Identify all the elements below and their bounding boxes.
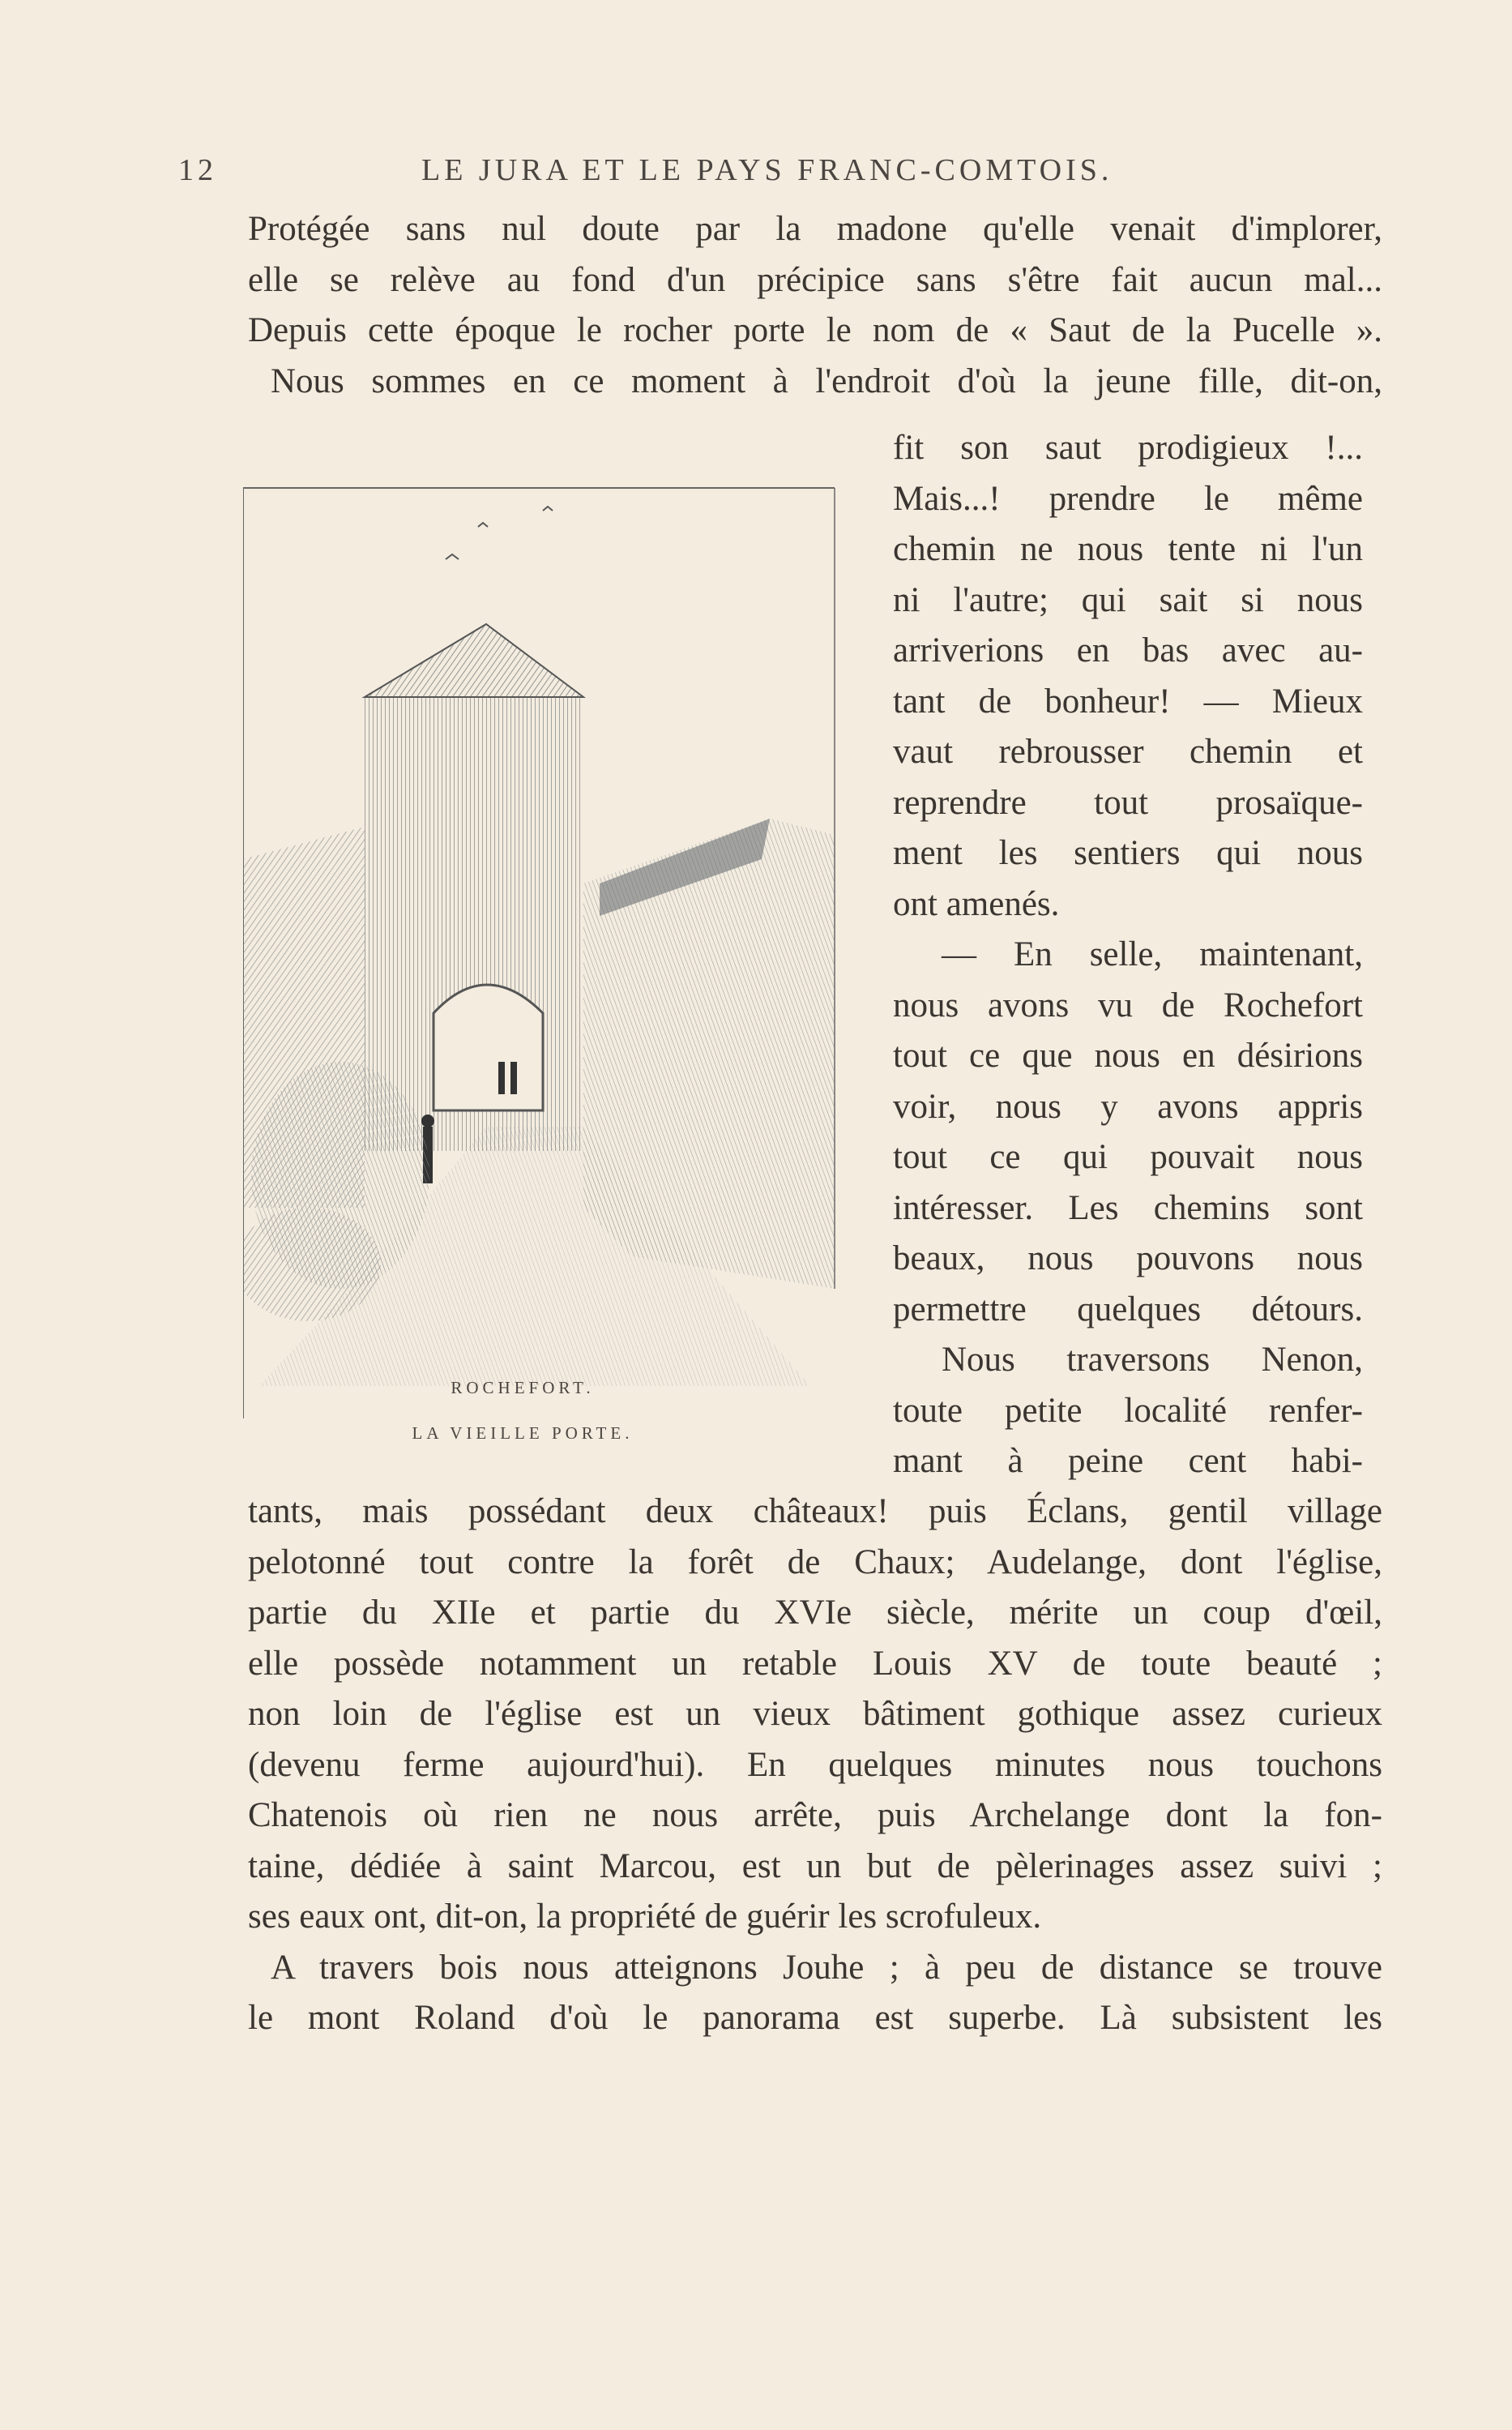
page-header [178, 152, 1264, 201]
running-title: LE JURA ET LE PAYS FRANC-COMTOIS. [421, 153, 1113, 187]
text-line: reprendre tout prosaïque- [893, 783, 1363, 822]
text-line: ses eaux ont, dit-on, la propriété de guérir les scrofuleux. [248, 1897, 1042, 1936]
engraving-old-gate-tower-icon [243, 478, 843, 1418]
text-line: Chatenois où rien ne nous arrête, puis Archelange dont la fon- [248, 1796, 1382, 1834]
text-line: tant de bonheur! — Mieux [893, 682, 1363, 721]
text-line: (devenu ferme aujourd'hui). En quelques minutes nous touchons [248, 1745, 1382, 1784]
text-line: — En selle, maintenant, [942, 935, 1363, 973]
text-line: intéresser. Les chemins sont [893, 1188, 1363, 1227]
text-line: ont amenés. [893, 884, 1060, 923]
illustration-caption-place: ROCHEFORT. [451, 1378, 595, 1397]
text-line: tout ce qui pouvait nous [893, 1138, 1363, 1176]
text-line: elle se relève au fond d'un précipice sans s'être fait aucun mal... [248, 260, 1382, 299]
text-line: elle possède notamment un retable Louis XV de toute beauté ; [248, 1644, 1382, 1683]
text-line: non loin de l'église est un vieux bâtiment gothique assez curieux [248, 1695, 1382, 1733]
paragraph-beside-illustration [893, 423, 1363, 1487]
text-line: beaux, nous pouvons nous [893, 1239, 1363, 1277]
paragraph-bottom [248, 1487, 1382, 2044]
text-line: vaut rebrousser chemin et [893, 733, 1363, 771]
text-line: tout ce que nous en désirions [893, 1037, 1363, 1075]
engraving-illustration [243, 478, 843, 1418]
text-line: mant à peine cent habi- [893, 1442, 1363, 1480]
text-line: Mais...! prendre le même [893, 479, 1363, 518]
text-line: toute petite localité renfer- [893, 1391, 1363, 1430]
text-line: Nous traversons Nenon, [942, 1341, 1363, 1379]
text-line: Nous sommes en ce moment à l'endroit d'où la jeune fille, dit-on, [271, 362, 1382, 400]
text-line: Protégée sans nul doute par la madone qu'elle venait d'implorer, [248, 210, 1382, 248]
page-number: 12 [178, 153, 217, 187]
text-line: le mont Roland d'où le panorama est superbe. Là subsistent les [248, 1999, 1382, 2037]
text-line: fit son saut prodigieux !... [893, 429, 1363, 467]
text-line: voir, nous y avons appris [893, 1087, 1363, 1126]
text-line: taine, dédiée à saint Marcou, est un but de pèlerinages assez suivi ; [248, 1846, 1382, 1885]
text-line: pelotonné tout contre la forêt de Chaux; Audelange, dont l'église, [248, 1542, 1382, 1581]
text-line: nous avons vu de Rochefort [893, 986, 1363, 1025]
paragraph-top [248, 204, 1382, 407]
text-line: arriverions en bas avec au- [893, 631, 1363, 670]
text-line: Depuis cette époque le rocher porte le nom de « Saut de la Pucelle ». [248, 311, 1382, 349]
text-line: tants, mais possédant deux châteaux! puis Éclans, gentil village [248, 1492, 1382, 1530]
text-line: ment les sentiers qui nous [893, 834, 1363, 872]
text-line: partie du XIIe et partie du XVIe siècle, mérite un coup d'œil, [248, 1594, 1382, 1632]
text-line: ni l'autre; qui sait si nous [893, 580, 1363, 619]
text-line: permettre quelques détours. [893, 1290, 1363, 1328]
text-line: A travers bois nous atteignons Jouhe ; à peu de distance se trouve [271, 1948, 1382, 1987]
illustration-caption-title: LA VIEILLE PORTE. [412, 1423, 634, 1443]
text-line: chemin ne nous tente ni l'un [893, 530, 1363, 568]
